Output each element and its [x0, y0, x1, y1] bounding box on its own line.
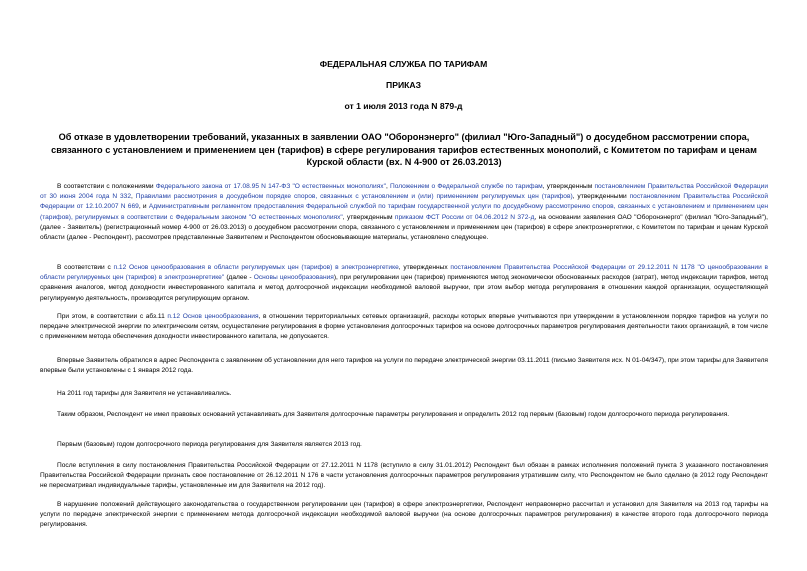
link-administrative-regulation[interactable]: Административным регламентом предоставления Федеральной службой по тарифам государственной услуги по досудебному рассмотрению споров, связанных с установлением и применением цен (тарифов), регулируемых в соответствии с Федеральным законом "О естественных монополиях" — [40, 203, 768, 221]
paragraph-8: После вступления в силу постановления Правительства Российской Федерации от 27.12.2011 N 1178 (вступило в силу 31.01.2012) Респондент был обязан в рамках исполнения положений пункта 3 указанного постановления Правительства Российской Федерации признать свое постановление от 26.12.2011 N 176 в части установления долгосрочных параметров регулирования утратившим силу, что Респондентом не было сделано (в 2012 году Респондент не пересматривал индивидуальные тарифы, установленные им для Заявителя на 2012 год). — [40, 462, 768, 490]
paragraph-2 — [40, 263, 768, 304]
text: , — [385, 183, 390, 190]
paragraph-9: В нарушение положений действующего законодательства о государственном регулировании цен (тарифов) в сфере электроэнергетики, Респондент неправомерно рассчитал и установил для Заявителя на 2013 год тарифы на услуги по передаче электрической энергии с применением метода долгосрочной индексации необходимой валовой выручки (на основе долгосрочных параметров регулирования) в качестве второго года долгосрочного периода регулирования. — [40, 501, 768, 529]
link-fst-order-372[interactable]: приказом ФСТ России от 04.06.2012 N 372-д — [394, 213, 535, 221]
link-pricing-basics-p12[interactable]: п.12 Основ ценообразования в области регулируемых цен (тарифов) в электроэнергетике — [113, 264, 399, 271]
link-government-decree-332[interactable]: постановлением Правительства Российской Федерации от 30 июня 2004 года N 332 — [40, 183, 769, 201]
link-government-decree-1178[interactable]: постановлением Правительства Российской Федерации от 29.12.2011 N 1178 "О ценообразовании в области регулируемых цен (тарифов) в электроэнергетике" — [40, 264, 769, 282]
text: , на основании заявления ОАО "Оборонэнерго" (филиал "Юго-Западный"), (далее - Заявитель) (регистрационный номер 4-900 от 26.03.2013) о досудебном рассмотрении спора, связанного с установлением и применением цен (тарифов) в сфере электроэнергетики, с Комитетом по тарифам и ценам Курской области (далее - Респондент), рассмотрев представленные Заявителем и Респондентом обосновывающие материалы, установлено следующее. — [40, 213, 768, 242]
text: , и — [138, 203, 149, 211]
text: , утвержденным — [542, 183, 595, 190]
paragraph-3 — [40, 312, 768, 343]
text: , — [131, 193, 136, 201]
link-federal-law-147[interactable]: Федерального закона от 17.08.95 N 147-ФЗ "О естественных монополиях" — [155, 183, 386, 190]
agency-name: ФЕДЕРАЛЬНАЯ СЛУЖБА ПО ТАРИФАМ — [319, 59, 488, 69]
paragraph-5: На 2011 год тарифы для Заявителя не устанавливались. — [57, 390, 232, 397]
link-pricing-basics[interactable]: Основы ценообразования — [253, 274, 334, 282]
document-type: ПРИКАЗ — [386, 80, 421, 90]
paragraph-1 — [40, 182, 768, 243]
text: , утвержденными — [572, 193, 630, 201]
document-date: от 1 июля 2013 года N 879-д — [344, 101, 463, 111]
document-title: Об отказе в удовлетворении требований, указанных в заявлении ОАО "Оборонэнерго" (филиал "Юго-Западный") о досудебном рассмотрении спора, связанного с установлением и применением цен (тарифов) в сфере регулирования тарифов естественных монополий, с Комитетом по тарифам и ценам Курской области (вх. N 4-900 от 26.03.2013) — [51, 132, 757, 167]
paragraph-4: Впервые Заявитель обратился в адрес Респондента с заявлением об установлении для него тарифов на услуги по передаче электрической энергии 03.11.2011 (письмо Заявителя исх. N 01-04/347), при этом тарифы для Заявителя впервые были установлены с 1 января 2012 года. — [40, 357, 768, 375]
link-government-decree-669[interactable]: постановлением Правительства Российской Федерации от 12.10.2007 N 669 — [40, 193, 769, 211]
text: В соответствии с положениями — [57, 183, 156, 190]
text: ), при регулировании цен (тарифов) применяются метод экономически обоснованных расходов (затрат), метод индексации тарифов, метод сравнения аналогов, метод доходности инвестированного капитала и метод долгосрочной индексации необходимой валовой выручки, при этом выбор метода регулирования в отношении каждой организации, осуществляющей регулируемую деятельность, производится регулирующим органом. — [40, 274, 768, 302]
paragraph-6: Таким образом, Респондент не имел правовых оснований устанавливать для Заявителя долгосрочные параметры регулирования и определить 2012 год первым (базовым) годом долгосрочного периода регулирования. — [57, 411, 730, 418]
text: (далее - — [224, 274, 254, 282]
text: , утвержденных — [398, 264, 451, 271]
link-pricing-basics-p12[interactable]: п.12 Основ ценообразования — [167, 313, 259, 320]
text: В соответствии с — [57, 264, 114, 271]
link-fst-regulation[interactable]: Положением о Федеральной службе по тарифам — [389, 183, 543, 190]
text: , утвержденным — [342, 213, 395, 221]
text: , в отношении территориальных сетевых организаций, расходы которых впервые учитываются при утверждении в установленном порядке тарифов на услуги по передаче электрической энергии по электрическим сетям, осуществление регулирования в форме установления долгосрочных тарифов на основе долгосрочных параметров регулирования деятельности таких организаций, в том числе с применением метода обеспечения доходности инвестированного капитала, не допускается. — [40, 313, 768, 341]
text: При этом, в соответствии с абз.11 — [57, 313, 168, 320]
link-dispute-rules[interactable]: Правилами рассмотрения в досудебном порядке споров, связанных с установлением и (или) применением регулируемых цен (тарифов) — [135, 193, 573, 201]
paragraph-7: Первым (базовым) годом долгосрочного периода регулирования для Заявителя является 2013 год. — [57, 441, 362, 448]
